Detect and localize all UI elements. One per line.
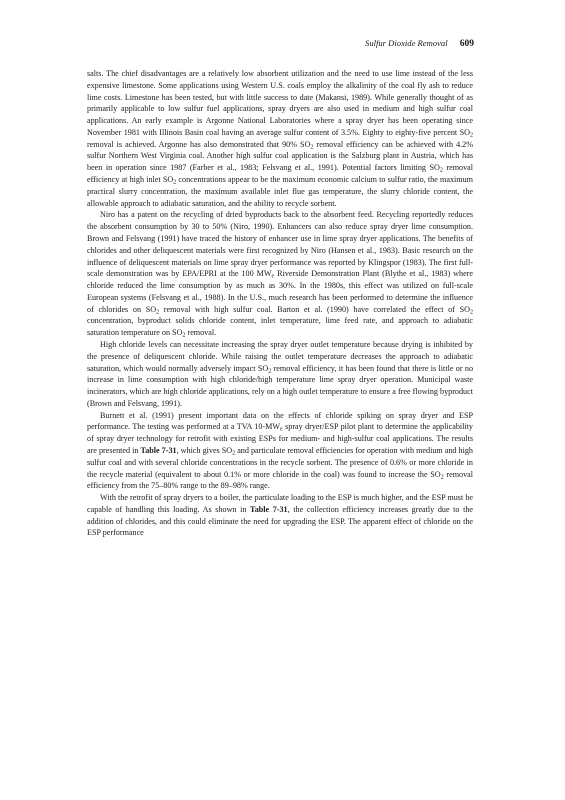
subscript: 2 [156, 309, 160, 316]
text-run: With the retrofit of spray dryers to a boiler, the particulate loading to the ESP is much higher, and the ESP must be capable of handling this loading. As shown in [87, 493, 473, 514]
subscript: e [280, 426, 283, 433]
text-run: removal is achieved. Argonne has also demonstrated that 90% SO [87, 139, 311, 149]
text-run: High chloride levels can necessitate increasing the spray dryer outlet temperature because drying is inhibited by the presence of deliquescent chloride. While raising the outlet temperature decreases the approach to adiabatic saturation, which would normally adversely impact SO [87, 339, 473, 373]
subscript: 2 [440, 474, 444, 481]
text-run: removal efficiency, it has been found that there is little or no increase in lime consumption with high chloride/high temperature lime spray dryer operation. Municipal waste incinerators, which are high chloride applications, rely on a high outlet temperature to ensure a free flowing byproduct (Brown and Felsvang, 1991). [87, 363, 474, 408]
text-run: , which gives SO [176, 446, 233, 455]
text-run: removal with high sulfur coal. Barton et al. (1990) have correlated the effect of SO [159, 304, 470, 314]
subscript: 2 [232, 450, 236, 457]
paragraph [87, 410, 473, 492]
subscript: 2 [310, 144, 314, 151]
body-text [87, 68, 473, 539]
paragraph [87, 339, 473, 410]
paragraph [87, 492, 473, 539]
text-run: and particulate removal efficiencies for operation with medium and high sulfur coal and with several chloride concentrations in the recycle sorbent. The presence of 0.6% or more chloride in the recycle material (equivalent to about 0.1% or more chloride in the coal) was found to increase the SO [87, 446, 473, 479]
subscript: 2 [470, 309, 473, 316]
table-reference: Table 7-31 [250, 504, 288, 514]
subscript: 2 [470, 132, 473, 139]
text-run: concentration, byproduct solids chloride content, inlet temperature, lime feed rate, and approach to adiabatic saturation temperature on SO [87, 316, 473, 338]
paragraph [87, 68, 473, 209]
paragraph [87, 209, 473, 339]
text-run: Niro has a patent on the recycling of dried byproducts back to the absorbent feed. Recycling reportedly reduces the absorbent consumption by 30 to 50% (Niro, 1990). Enhancers can also reduce spray dryer lime consumption. Brown and Felsvang (1991) have traced the history of enhancer use in lime spray dryer applications. The benefits of chlorides and other deliquescent materials were first recognized by Niro (Hansen et al., 1983). Basic research on the influence of deliquescent materials on lime spray dryer performance was reported by Klingspor (1983). The first full-scale demonstration was by EPA/EPRI at the 100 MW [87, 210, 473, 279]
subscript: 2 [439, 167, 443, 174]
text-run: spray dryer/ESP pilot plant to determine the applicability of spray dryer technology for retrofit with existing ESPs for medium- and high-sulfur coal applications. The results are presented in [87, 422, 473, 455]
subscript: 2 [173, 179, 177, 186]
text-run: , the collection efficiency increases greatly due to the addition of chlorides, and this could eliminate the need for upgrading the ESP. The apparent effect of chloride on the ESP performance [87, 504, 473, 538]
page-number: 609 [459, 39, 474, 49]
text-run: Burnett et al. (1991) present important data on the effects of chloride spiking on spray dryer and ESP performance. The testing was performed at a TVA 10-MW [87, 410, 473, 432]
text-run: removal efficiency from the 75–80% range to the 89–98% range. [87, 469, 473, 491]
table-reference: Table 7-31 [140, 446, 177, 455]
running-title: Sulfur Dioxide Removal [365, 38, 448, 48]
text-run: removal efficiency at high inlet SO [87, 163, 474, 185]
subscript: 2 [182, 332, 186, 339]
running-header [84, 38, 474, 50]
text-run: removal. [185, 328, 217, 338]
subscript: 2 [268, 368, 272, 375]
text-run: concentrations appear to be the maximum economic calcium to sulfur ratio, the maximum practical slurry concentration, the maximum available inlet flue gas temperature, the slurry chloride content, the allowable approach to adiabatic saturation, and the ability to recycle sorbent. [87, 175, 473, 208]
text-run: Riverside Demonstration Plant (Blythe et al., 1983) where chloride reduced the lime consumption by as much as 30%. In the 1980s, this effect was utilized on full-scale European systems (Felsvang et al., 1988). In the U.S., much research has been performed to determine the influence of chlorides on SO [87, 269, 473, 314]
subscript: e [271, 273, 275, 280]
text-run: salts. The chief disadvantages are a relatively low absorbent utilization and the need to use lime instead of the less expensive limestone. Some applications using Western U.S. coals employ the alkalinity of the coal fly ash to reduce lime costs. Limestone has been tested, but with little success to date (Makansi, 1989). While generally thought of as primarily applicable to low sulfur fuel applications, spray dryers are also used in medium and high sulfur coal applications. An early example is Argonne National Laboratories where a spray dryer has been operating since November 1981 with Illinois Basin coal having an average sulfur content of 3.5%. Eighty to eighty-five percent SO [87, 69, 473, 137]
text-run: removal efficiency can be achieved with 4.2% sulfur Northern West Virginia coal. Another high sulfur coal application is the Salzburg plant in Austria, which has been in operation since 1987 (Farber et al., 1983; Felsvang et al., 1991). Potential factors limiting SO [87, 139, 473, 173]
